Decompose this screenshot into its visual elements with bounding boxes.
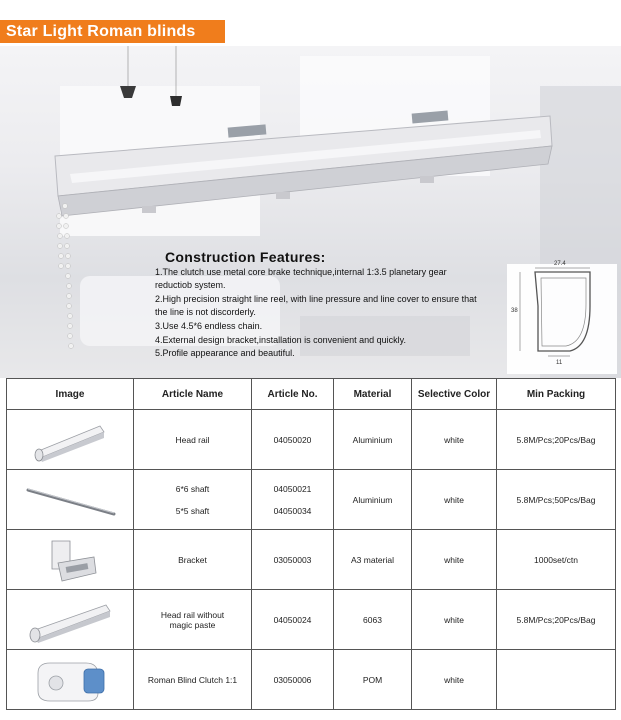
product-image-cell xyxy=(7,410,134,470)
table-header-row xyxy=(7,379,616,410)
table-row xyxy=(7,530,616,590)
color-cell: white xyxy=(412,470,497,530)
article-name-cell: Bracket xyxy=(134,530,252,590)
material-cell: Aluminium xyxy=(334,470,412,530)
head-rail-without-paste-image xyxy=(22,597,118,643)
feature-item: 5.Profile appearance and beautiful. xyxy=(155,348,295,359)
column-header-min-packing: Min Packing xyxy=(497,379,616,410)
table-row xyxy=(7,410,616,470)
product-table xyxy=(6,378,616,710)
product-image-cell xyxy=(7,470,134,530)
packing-cell: 5.8M/Pcs;20Pcs/Bag xyxy=(497,410,616,470)
article-name-line: 5*5 shaft xyxy=(175,505,210,516)
article-no-cell: 04050020 xyxy=(252,410,334,470)
profile-width-label: 27.4 xyxy=(554,261,566,267)
article-name-cell: Head rail xyxy=(134,410,252,470)
product-image-cell xyxy=(7,590,134,650)
profile-bottom-label: 11 xyxy=(556,360,563,366)
features-title: Construction Features: xyxy=(165,249,326,265)
product-image-cell xyxy=(7,650,134,710)
color-cell: white xyxy=(412,590,497,650)
profile-diagram xyxy=(507,261,617,374)
color-cell: white xyxy=(412,650,497,710)
column-header-image: Image xyxy=(7,379,134,410)
article-name-cell xyxy=(134,590,252,650)
article-no-cell: 03050006 xyxy=(252,650,334,710)
head-rail-image xyxy=(30,418,110,462)
clutch-image xyxy=(28,655,112,705)
article-no-cell xyxy=(252,470,334,530)
feature-item: 3.Use 4.5*6 endless chain. xyxy=(155,320,263,331)
color-cell: white xyxy=(412,410,497,470)
article-name-line: magic paste xyxy=(169,619,216,630)
column-header-material: Material xyxy=(334,379,412,410)
material-cell: Aluminium xyxy=(334,410,412,470)
material-cell: A3 material xyxy=(334,530,412,590)
feature-item: 2.High precision straight line reel, with line pressure and line cover to ensure that the line is not discorderly. xyxy=(155,293,477,318)
article-no-cell: 04050024 xyxy=(252,590,334,650)
packing-cell xyxy=(497,650,616,710)
article-no-line: 04050021 xyxy=(273,483,312,494)
profile-height-label: 38 xyxy=(511,308,518,314)
table-row xyxy=(7,590,616,650)
packing-cell: 1000set/ctn xyxy=(497,530,616,590)
packing-cell: 5.8M/Pcs;50Pcs/Bag xyxy=(497,470,616,530)
packing-cell: 5.8M/Pcs;20Pcs/Bag xyxy=(497,590,616,650)
column-header-article-no: Article No. xyxy=(252,379,334,410)
article-no-cell: 03050003 xyxy=(252,530,334,590)
construction-features xyxy=(155,251,485,361)
shaft-image xyxy=(22,478,118,522)
column-header-article-name: Article Name xyxy=(134,379,252,410)
article-name-cell: Roman Blind Clutch 1:1 xyxy=(134,650,252,710)
article-no-line: 04050034 xyxy=(273,505,312,516)
color-cell: white xyxy=(412,530,497,590)
bracket-image xyxy=(38,535,102,585)
page-title: Star Light Roman blinds xyxy=(6,23,196,40)
column-header-selective-color: Selective Color xyxy=(412,379,497,410)
feature-item: 4.External design bracket,installation is convenient and quickly. xyxy=(155,334,406,345)
product-image-cell xyxy=(7,530,134,590)
feature-item: 1.The clutch use metal core brake technique,internal 1:3.5 planetary gear reductiob system. xyxy=(155,266,447,291)
article-name-line: 6*6 shaft xyxy=(175,483,210,494)
article-name-cell xyxy=(134,470,252,530)
material-cell: POM xyxy=(334,650,412,710)
material-cell: 6063 xyxy=(334,590,412,650)
article-name-line: Head rail without xyxy=(160,609,225,620)
table-row xyxy=(7,650,616,710)
table-row xyxy=(7,470,616,530)
page-title-banner xyxy=(0,20,225,43)
